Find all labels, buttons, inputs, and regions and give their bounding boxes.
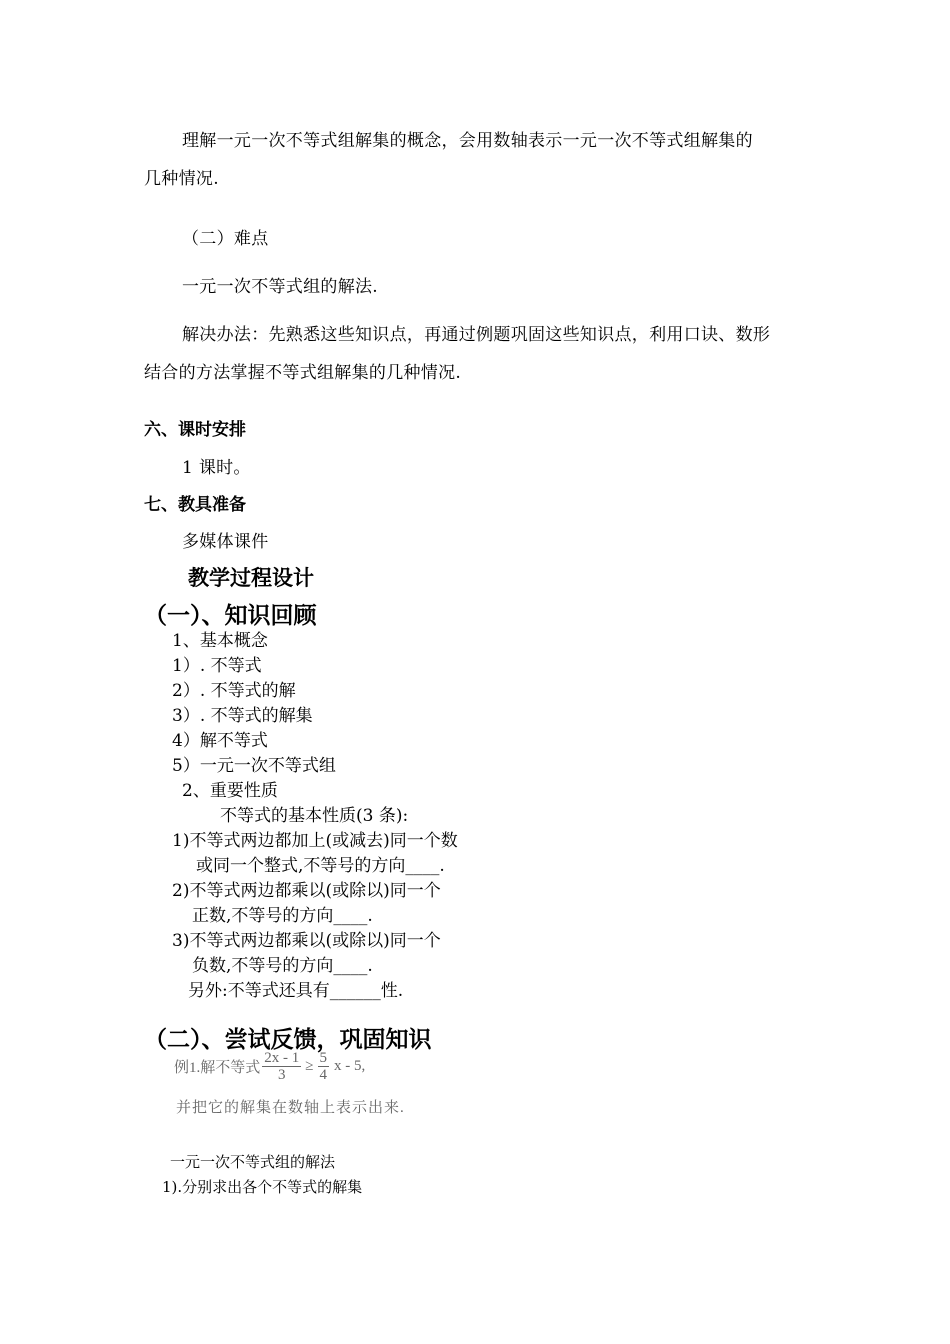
property-3-line2: 负数,不等号的方向____. bbox=[192, 956, 373, 976]
property-1-line1: 1)不等式两边都加上(或减去)同一个数 bbox=[172, 831, 458, 851]
concept-item: 5）一元一次不等式组 bbox=[172, 756, 336, 776]
property-2-line1: 2)不等式两边都乘以(或除以)同一个 bbox=[172, 881, 441, 901]
method-title: 一元一次不等式组的解法 bbox=[170, 1153, 336, 1171]
fraction-lhs bbox=[262, 1050, 301, 1083]
other-property: 另外:不等式还具有______性. bbox=[188, 981, 404, 1001]
fraction-lhs-denominator: 3 bbox=[278, 1067, 286, 1083]
example-1-line2: 并把它的解集在数轴上表示出来. bbox=[176, 1100, 405, 1116]
concept-item: 1）. 不等式 bbox=[172, 656, 262, 676]
properties-intro: 不等式的基本性质(3 条): bbox=[220, 806, 409, 826]
example-1-formula bbox=[174, 1050, 365, 1083]
fraction-rhs bbox=[318, 1050, 330, 1083]
property-3-line1: 3)不等式两边都乘以(或除以)同一个 bbox=[172, 931, 441, 951]
concept-item: 3）. 不等式的解集 bbox=[172, 706, 313, 726]
solution-line1: 解决办法：先熟悉这些知识点，再通过例题巩固这些知识点，利用口诀、数形 bbox=[182, 325, 771, 345]
tools-heading: 七、教具准备 bbox=[144, 495, 246, 515]
process-title: 教学过程设计 bbox=[188, 566, 314, 590]
fraction-lhs-numerator: 2x - 1 bbox=[264, 1050, 300, 1066]
difficulty-text: 一元一次不等式组的解法. bbox=[182, 277, 379, 297]
review-heading: （一）、知识回顾 bbox=[144, 603, 317, 629]
geq-symbol: ≥ bbox=[305, 1058, 314, 1074]
property-2-line2: 正数,不等号的方向____. bbox=[192, 906, 373, 926]
property-1-line2: 或同一个整式,不等号的方向____. bbox=[196, 856, 445, 876]
fraction-rhs-denominator: 4 bbox=[319, 1067, 327, 1083]
example-prefix: 例1.解不等式 bbox=[174, 1060, 261, 1076]
example-suffix: x - 5, bbox=[334, 1058, 366, 1074]
schedule-text: 1 课时。 bbox=[182, 458, 251, 478]
method-step-1: 1).分别求出各个不等式的解集 bbox=[162, 1178, 363, 1196]
properties-heading: 2、重要性质 bbox=[182, 781, 278, 801]
difficulty-heading: （二）难点 bbox=[182, 229, 269, 249]
fraction-rhs-numerator: 5 bbox=[319, 1050, 327, 1066]
basic-concepts-heading: 1、基本概念 bbox=[172, 631, 268, 651]
practice-heading: （二）、尝试反馈，巩固知识 bbox=[144, 1027, 432, 1053]
schedule-heading: 六、课时安排 bbox=[144, 420, 246, 440]
concept-item: 2）. 不等式的解 bbox=[172, 681, 296, 701]
solution-line2: 结合的方法掌握不等式组解集的几种情况. bbox=[144, 363, 462, 383]
para-understand-line1: 理解一元一次不等式组解集的概念，会用数轴表示一元一次不等式组解集的 bbox=[182, 131, 753, 151]
tools-text: 多媒体课件 bbox=[182, 532, 269, 552]
concept-item: 4）解不等式 bbox=[172, 731, 268, 751]
para-understand-line2: 几种情况. bbox=[144, 169, 219, 189]
